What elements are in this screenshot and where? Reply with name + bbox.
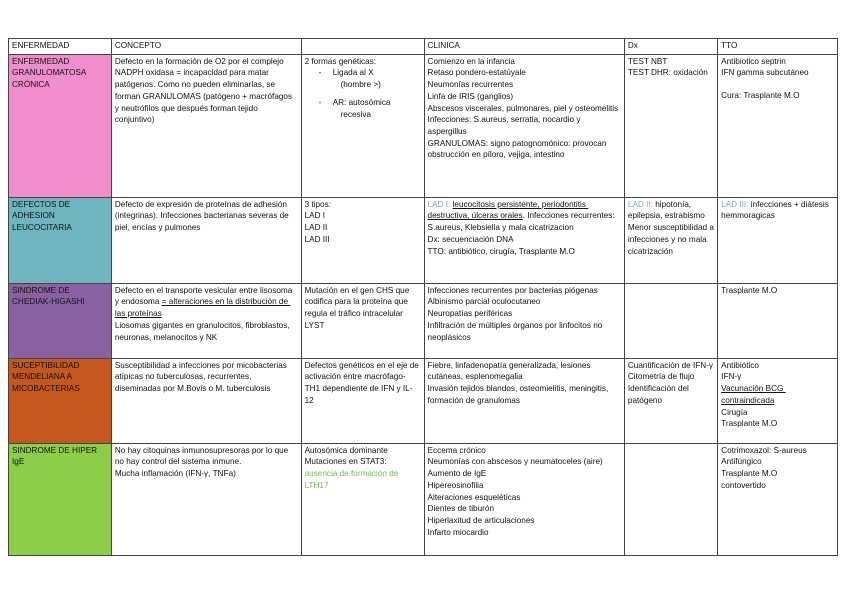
clinic-line: GRANULOMAS: signo patognomónico: provocan obstrucción en píloro, vejiga, intestino: [427, 138, 609, 160]
tto-line: Trasplante M.O: [721, 419, 778, 429]
concept-cell: [111, 358, 301, 443]
lad1-underlined: leucocitosis persistente, periodontitis destructiva, úlceras orales: [427, 199, 589, 221]
genetic-item: LAD II: [304, 223, 328, 233]
tto-underlined: Vacunación BCG contraindicada: [721, 384, 786, 405]
lad3-text: infecciones + diátesis hemmoragicas: [721, 199, 832, 221]
clinic-paragraph: [428, 199, 621, 234]
table-row: [9, 358, 838, 443]
genetic-cell: [301, 358, 424, 443]
table-row: [9, 54, 838, 197]
table-row: [9, 283, 838, 358]
dx-line: TEST NBT: [627, 56, 668, 66]
genetic-intro: Defectos genéticos en el eje de activación entre macrófago-TH1 dependiente de IFN y IL-12: [304, 360, 422, 405]
header-row: [9, 39, 838, 55]
concept-text: Defecto de expresión de proteínas de adhesión (integrinas). Infecciones bacterianas severas de piel, encías y pulmones: [114, 199, 291, 233]
disease-name: SUCEPTIBILIDAD MENDELIANA A MICOBACTERIAS: [12, 360, 82, 394]
concept-text: Mucha inflamación (IFN-γ, TNFa): [114, 469, 236, 479]
header-dx: Dx: [624, 39, 717, 55]
genetic-item: - Ligada al X: [318, 68, 374, 78]
tto-line: Cotrimoxazol: S-aureus: [721, 445, 807, 455]
genetic-item: recesiva: [340, 109, 372, 119]
disease-name: SINDROME DE CHEDIAK-HIGASHI: [12, 285, 85, 307]
clinic-line: Neumonías con abscesos y neumatoceles (aire): [427, 457, 603, 467]
disease-cell: [9, 358, 112, 443]
genetic-item: LAD III: [304, 234, 330, 244]
genetic-intro: 2 formas genéticas:: [304, 56, 377, 66]
genetic-item: (hombre >): [340, 80, 381, 90]
clinic-cell: [424, 54, 624, 197]
tto-cell: [718, 283, 838, 358]
clinic-cell: [424, 358, 624, 443]
dx-line: Citometría de flujo: [627, 372, 695, 382]
genetic-intro: 3 tipos:: [304, 199, 331, 209]
genetic-cell: [301, 283, 424, 358]
disease-cell: [9, 443, 112, 555]
tto-paragraph: [721, 199, 834, 222]
genetic-intro: Mutación en el gen CHS que codifica para la proteína que regula el tráfico intracelular LYST: [304, 285, 412, 330]
dx-paragraph: [627, 199, 717, 258]
dx-line: Cuantificación de IFN-γ: [627, 360, 713, 370]
genetic-item: LAD I: [304, 211, 326, 221]
clinic-line: Hipereosinofilia: [427, 480, 484, 490]
clinic-line: Neumonías recurrentes: [427, 80, 514, 90]
concept-text: No hay citoquinas inmunosupresoras por lo que no hay control del sistema inmune.: [114, 445, 291, 467]
concept-text: Defecto en la formación de O2 por el complejo NADPH oxidasa = incapacidad para matar patógenos. Como no pueden eliminarlas, se forman GRANULOMAS (patógeno + macrófagos y neutrófilos que después forman tejido conjuntivo): [114, 56, 295, 125]
genetic-green-note: ausencia de formación de LTH17: [304, 469, 401, 490]
clinic-line: Aumento de IgE: [427, 469, 487, 479]
lad1-rest: . Infecciones recurrentes: S.aureus, Klebsiella y mala cicatrizacion: [427, 211, 617, 233]
clinic-line: Dientes de tiburón: [427, 504, 494, 514]
genetic-line: Mutaciones en STAT3:: [304, 457, 387, 467]
dx-cell: [624, 54, 717, 197]
lad2-text: hipotonía, epilepsia, estrabismo Menor susceptibilidad a infecciones y no mala cicatrización: [627, 199, 717, 256]
header-blank: [301, 39, 424, 55]
clinic-line: Retaso pondero-estatúyale: [427, 68, 526, 78]
clinic-line: Abscesos viscerales, pulmonares, piel y osteomelitis: [427, 103, 619, 113]
header-enfermedad: ENFERMEDAD: [9, 39, 112, 55]
header-tto: TTO: [718, 39, 838, 55]
tto-cell: [718, 358, 838, 443]
genetic-cell: [301, 197, 424, 283]
concept-text: Susceptibilidad a infecciones por micobacterias atípicas no tuberculosas, recurrentes, diseminadas por M.Bovis o M. tuberculosis: [114, 360, 290, 394]
tto-line: IFN-γ: [721, 372, 742, 382]
disease-name: ENFERMEDAD GRANULOMATOSA CRÓNICA: [12, 56, 89, 90]
tto-line: IFN gamma subcutáneo: [721, 68, 809, 78]
clinic-line: Alteraciones esqueléticas: [427, 492, 521, 502]
lad3-label: LAD III:: [721, 199, 749, 209]
concept-paragraph: Defecto en el transporte vesicular entre lisosoma y endosoma = alteraciones en la distribución de las proteínas: [114, 285, 295, 319]
disease-cell: [9, 283, 112, 358]
genetic-cell: [301, 54, 424, 197]
concept-cell: [111, 197, 301, 283]
tto-line: Antifúngico: [721, 457, 762, 467]
tto-line: Cura: Trasplante M.O: [721, 91, 800, 101]
clinic-line: Neuropatías periféricas: [427, 309, 513, 319]
dx-cell: [624, 283, 717, 358]
lad1-label: LAD I:: [427, 199, 451, 209]
clinic-line: Invasión tejidos blandos, osteomielitis, meningitis, formación de granulomas: [427, 384, 611, 405]
clinic-cell: [424, 197, 624, 283]
disease-cell: [9, 54, 112, 197]
dx-line: Identificación del patógeno: [627, 384, 692, 405]
dx-cell: [624, 197, 717, 283]
genetic-item: - AR: autosómica: [318, 97, 391, 107]
clinic-line: TTO: antibiótico, cirugía, Trasplante M.O: [427, 246, 575, 256]
clinic-line: Infarto miocardio: [427, 527, 489, 537]
clinic-line: Infiltración de múltiples órganos por linfocitos no neoplásicos: [427, 320, 605, 342]
dx-cell: [624, 358, 717, 443]
disease-cell: [9, 197, 112, 283]
disease-table: [8, 38, 838, 556]
concept-cell: [111, 283, 301, 358]
tto-line: contovertido: [721, 480, 766, 490]
header-concepto: CONCEPTO: [111, 39, 301, 55]
clinic-line: Infecciones: S.aureus, serratia, nocardio y aspergillus: [427, 115, 583, 136]
tto-line: Cirugía: [721, 407, 748, 417]
concept-text: Liosomas gigantes en granulocitos, fibroblastos, neuronas, melanocitos y NK: [114, 320, 292, 342]
clinic-line: Hiperlaxitud de articulaciones: [427, 515, 535, 525]
clinic-line: Fiebre, linfadenopatía generalizada, lesiones cutáneas, esplenomegalia: [427, 360, 593, 382]
tto-line: Trasplante M.O: [721, 469, 778, 479]
tto-line: Antibiótico: [721, 360, 759, 370]
genetic-intro: Autosómica dominante: [304, 445, 388, 455]
tto-line: Trasplante M.O: [721, 285, 778, 295]
header-clinica: CLINICA: [424, 39, 624, 55]
table-row: [9, 443, 838, 555]
disease-name: SINDROME DE HIPER IgE: [12, 445, 100, 467]
lad2-label: LAD II:: [627, 199, 653, 209]
dx-cell: [624, 443, 717, 555]
clinic-line: Comienzo en la infancia: [427, 56, 515, 66]
table-row: [9, 197, 838, 283]
tto-cell: [718, 197, 838, 283]
tto-cell: [718, 54, 838, 197]
dx-line: TEST DHR: oxidación: [627, 68, 708, 78]
disease-name: DEFECTOS DE ADHESION LEUCOCITARIA: [12, 199, 72, 233]
clinic-line: Infecciones recurrentes por bacterias piógenas: [427, 285, 598, 295]
concept-cell: [111, 443, 301, 555]
clinic-line: Albinismo parcial oculocutaneo: [427, 297, 541, 307]
clinic-line: Linfa de IRIS (ganglios): [427, 91, 514, 101]
clinic-line: Eccema crónico: [427, 445, 486, 455]
clinic-line: Dx: secuenciación DNA: [427, 234, 514, 244]
tto-line: Antibiotico septrin: [721, 56, 786, 66]
clinic-cell: [424, 283, 624, 358]
concept-underlined: = alteraciones en la distribución de las proteínas: [114, 297, 291, 319]
tto-cell: [718, 443, 838, 555]
concept-cell: [111, 54, 301, 197]
genetic-cell: [301, 443, 424, 555]
clinic-cell: [424, 443, 624, 555]
spacer: [721, 79, 834, 90]
